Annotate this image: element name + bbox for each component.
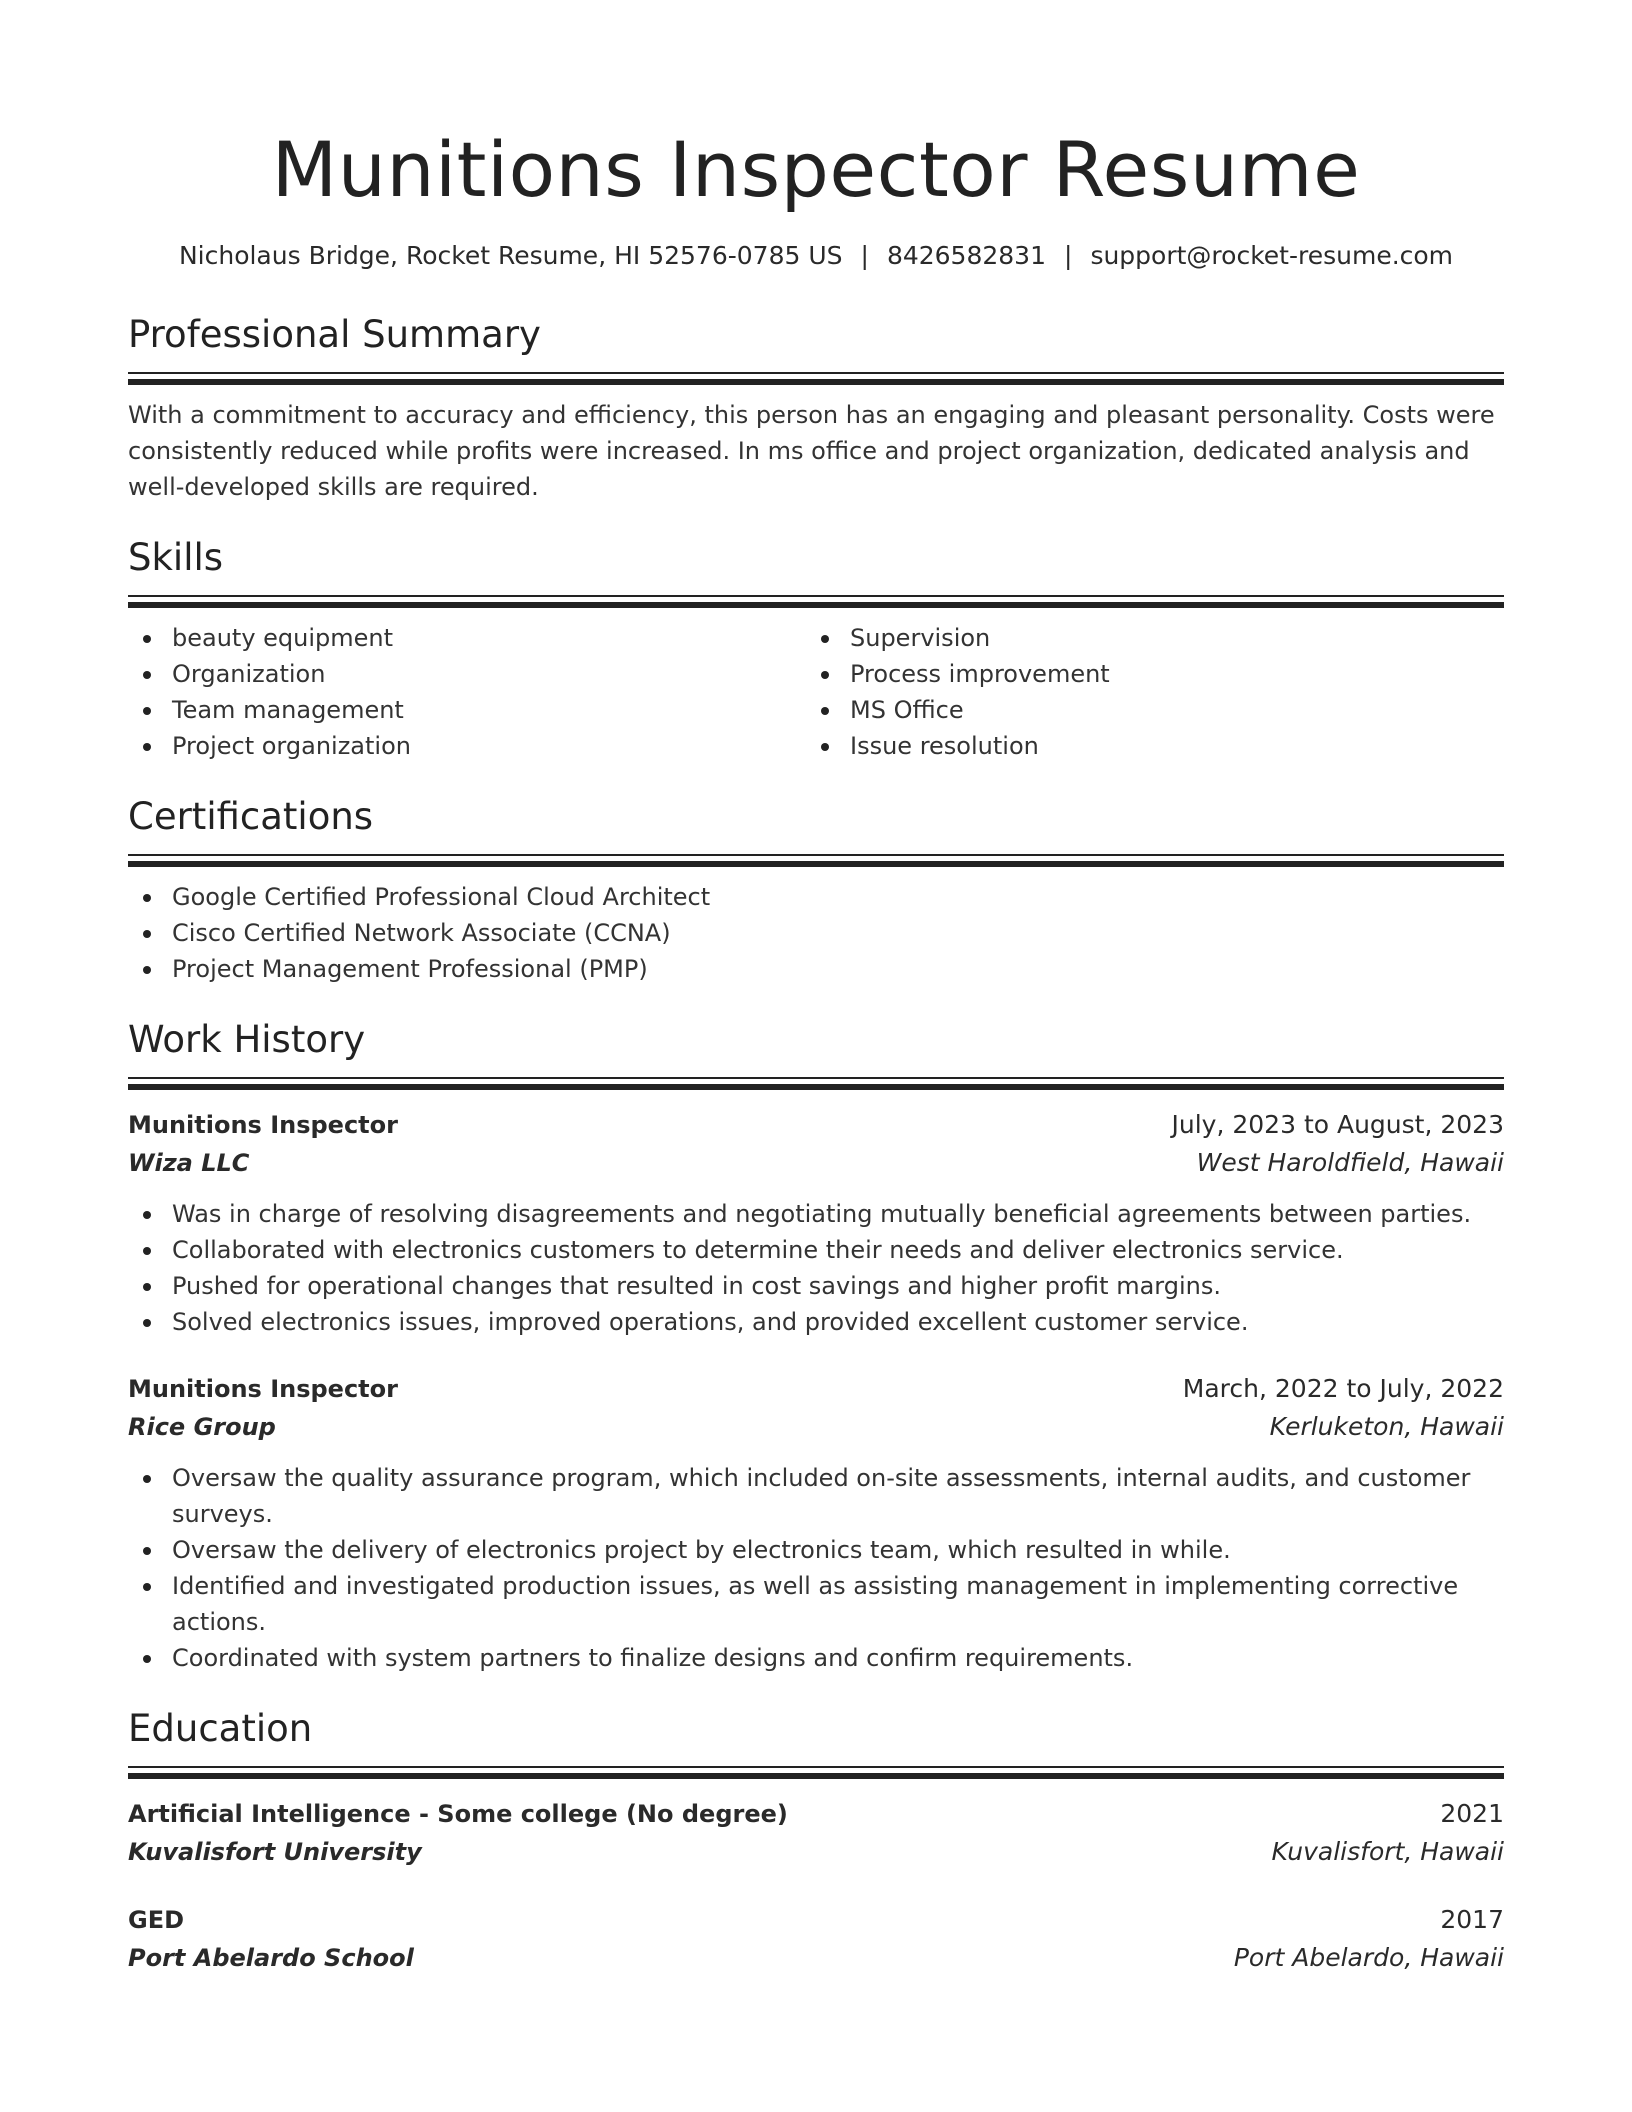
certification-item: Google Certified Professional Cloud Architect: [128, 879, 1504, 915]
skill-item: Team management: [128, 692, 806, 728]
job-entry: [128, 1370, 1504, 1676]
job-bullet: Oversaw the delivery of electronics project by electronics team, which resulted in while.: [128, 1532, 1504, 1568]
skill-item: Project organization: [128, 728, 806, 764]
section-divider: [128, 595, 1504, 608]
job-bullet: Solved electronics issues, improved operations, and provided excellent customer service.: [128, 1304, 1504, 1340]
job-bullets: [128, 1196, 1504, 1340]
skill-item: MS Office: [806, 692, 1484, 728]
contact-separator: |: [860, 241, 869, 270]
skill-item: Issue resolution: [806, 728, 1484, 764]
summary-text: With a commitment to accuracy and efficiency, this person has an engaging and pleasant personality. Costs were consistently reduced while profits were increased. In ms office and project organization, dedicated analysis and well-developed skills are required.: [128, 401, 1495, 501]
job-bullet: Oversaw the quality assurance program, which included on-site assessments, internal audits, and customer surveys.: [128, 1460, 1504, 1532]
education-entry: [128, 1795, 1504, 1871]
certification-item: Cisco Certified Network Associate (CCNA): [128, 915, 1504, 951]
section-divider: [128, 1077, 1504, 1090]
certifications-heading: Certifications: [128, 795, 374, 838]
contact-email: support@rocket-resume.com: [1090, 241, 1454, 270]
summary-heading: Professional Summary: [128, 313, 541, 356]
resume-page: [128, 120, 1504, 1977]
skills-left-column: [128, 620, 806, 764]
job-entry: [128, 1106, 1504, 1340]
job-bullet: Was in charge of resolving disagreements and negotiating mutually beneficial agreements between parties.: [128, 1196, 1504, 1232]
education-school: Kuvalisfort University: [128, 1838, 422, 1866]
education-degree: Artificial Intelligence - Some college (No degree): [128, 1800, 788, 1828]
job-title: Munitions Inspector: [128, 1111, 398, 1139]
job-dates: July, 2023 to August, 2023: [1171, 1110, 1504, 1139]
skill-item: Process improvement: [806, 656, 1484, 692]
job-location: West Haroldfield, Hawaii: [1196, 1148, 1504, 1177]
education-entry: [128, 1901, 1504, 1977]
education-degree: GED: [128, 1906, 185, 1934]
certifications-section: [128, 792, 1504, 987]
job-location: Kerluketon, Hawaii: [1269, 1412, 1504, 1441]
work-history-heading: Work History: [128, 1018, 366, 1061]
contact-phone: 8426582831: [886, 241, 1046, 270]
job-bullet: Identified and investigated production issues, as well as assisting management in implementing corrective actions.: [128, 1568, 1504, 1640]
education-school: Port Abelardo School: [128, 1944, 414, 1972]
education-heading: Education: [128, 1707, 313, 1750]
skills-heading: Skills: [128, 536, 224, 579]
section-divider: [128, 372, 1504, 385]
job-dates: March, 2022 to July, 2022: [1182, 1374, 1504, 1403]
skills-right-column: [806, 620, 1484, 764]
education-section: [128, 1704, 1504, 1977]
contact-line: [128, 238, 1504, 274]
summary-section: [128, 310, 1504, 505]
skill-item: Supervision: [806, 620, 1484, 656]
job-bullet: Collaborated with electronics customers to determine their needs and deliver electronics service.: [128, 1232, 1504, 1268]
section-divider: [128, 1766, 1504, 1779]
job-bullet: Pushed for operational changes that resulted in cost savings and higher profit margins.: [128, 1268, 1504, 1304]
job-title: Munitions Inspector: [128, 1375, 398, 1403]
contact-address: Nicholaus Bridge, Rocket Resume, HI 52576-0785 US: [178, 241, 843, 270]
job-company: Wiza LLC: [128, 1149, 250, 1177]
education-year: 2021: [1440, 1799, 1504, 1828]
skill-item: Organization: [128, 656, 806, 692]
skills-section: [128, 533, 1504, 764]
work-history-section: [128, 1015, 1504, 1676]
job-company: Rice Group: [128, 1413, 276, 1441]
education-location: Kuvalisfort, Hawaii: [1271, 1837, 1504, 1866]
job-bullets: [128, 1460, 1504, 1676]
education-location: Port Abelardo, Hawaii: [1233, 1943, 1504, 1972]
section-divider: [128, 854, 1504, 867]
contact-separator: |: [1064, 241, 1073, 270]
certification-item: Project Management Professional (PMP): [128, 951, 1504, 987]
certifications-list: [128, 879, 1504, 987]
skill-item: beauty equipment: [128, 620, 806, 656]
skills-grid: [128, 620, 1504, 764]
resume-title: Munitions Inspector Resume: [271, 125, 1361, 214]
job-bullet: Coordinated with system partners to finalize designs and confirm requirements.: [128, 1640, 1504, 1676]
education-year: 2017: [1440, 1905, 1504, 1934]
